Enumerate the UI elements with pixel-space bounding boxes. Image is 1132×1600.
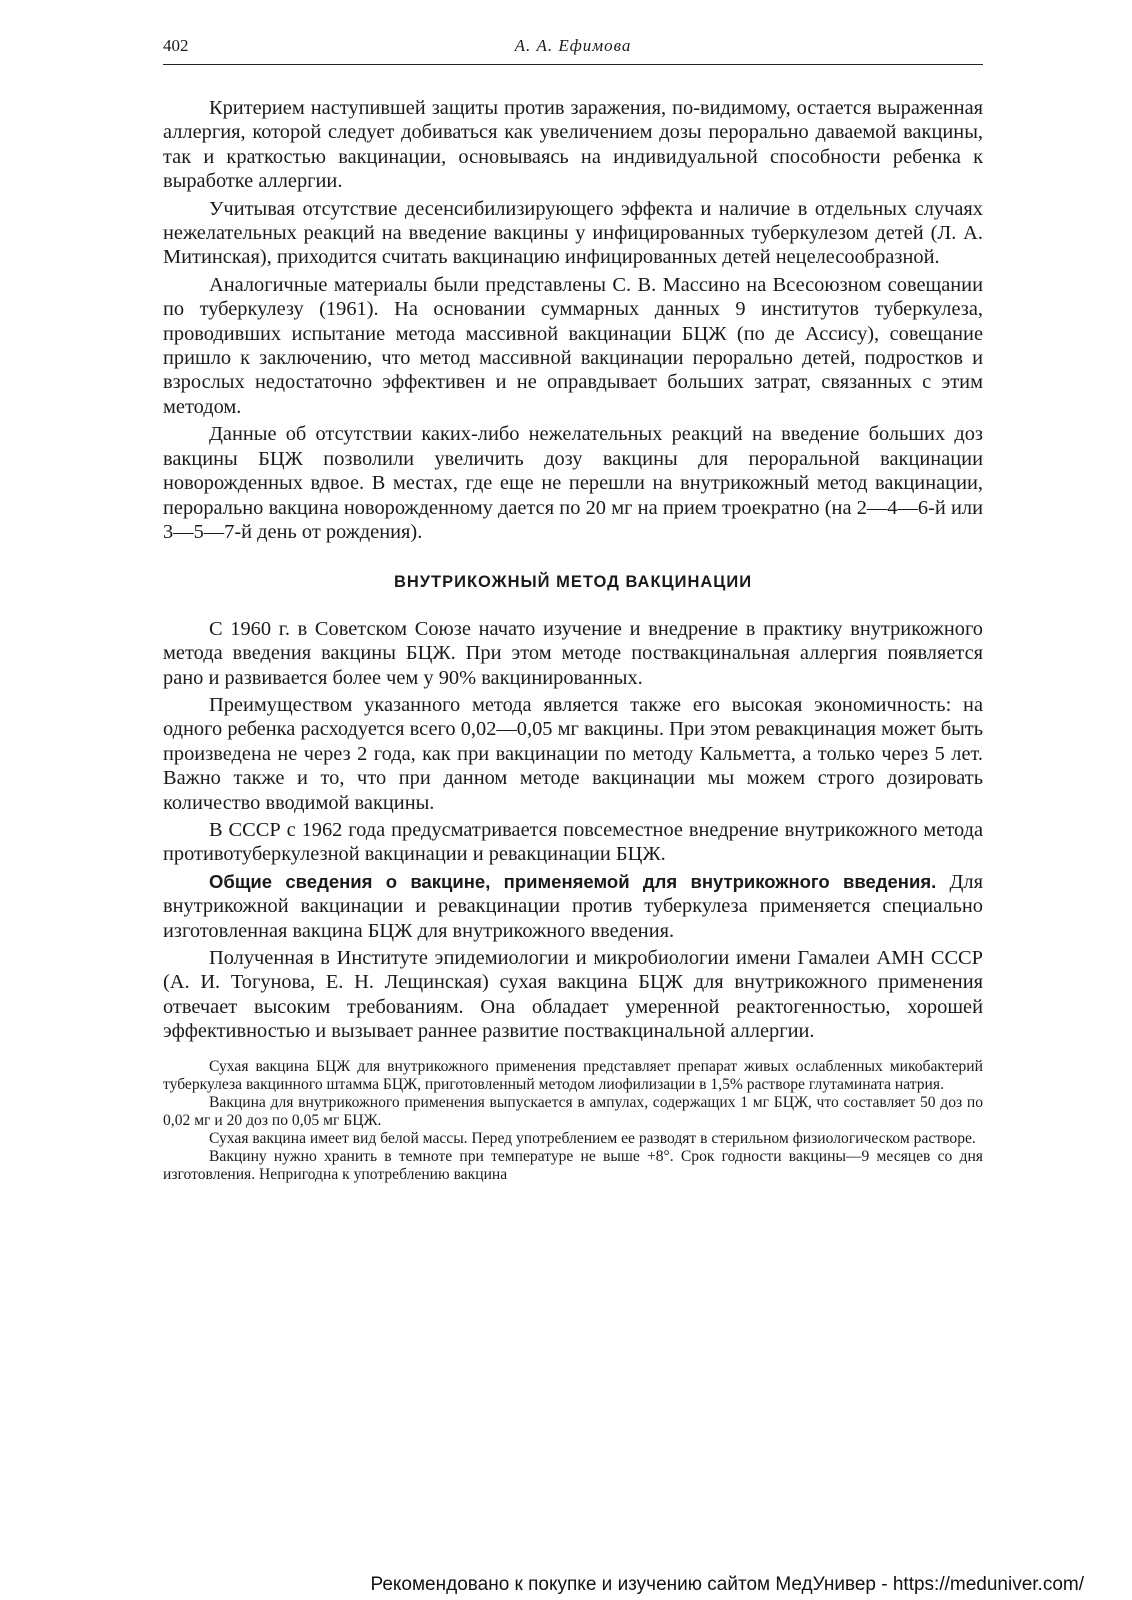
paragraph: Аналогичные материалы были представлены С. В. Массино на Всесоюзном совещании по туберкулезу (1961). На основании суммарных данных 9 институтов туберкулеза, проводивших испытание метода массивной вакцинации БЦЖ (по де Ассису), совещание пришло к заключению, что метод массивной вакцинации перорально детей, подростков и взрослых недостаточно эффективен и не оправдывает больших затрат, связанных с этим методом.: [163, 273, 983, 418]
small-print-paragraph: Сухая вакцина имеет вид белой массы. Перед употреблением ее разводят в стерильном физиологическом растворе.: [209, 1129, 976, 1147]
paragraph: Преимуществом указанного метода является также его высокая экономичность: на одного ребенка расходуется всего 0,02—0,05 мг вакцины. При этом ревакцинация может быть произведена не через 2 года, как при вакцинации по методу Кальметта, а только через 5 лет. Важно также и то, что при данном методе вакцинации мы можем строго дозировать количество вводимой вакцины.: [163, 693, 983, 814]
lead-heading: Общие сведения о вакцине, применяемой для внутрикожного введения.: [209, 870, 937, 892]
paragraph: Учитывая отсутствие десенсибилизирующего эффекта и наличие в отдельных случаях нежелательных реакций на введение вакцины у инфицированных туберкулезом детей (Л. А. Митинская), приходится считать вакцинацию инфицированных детей нецелесообразной.: [163, 197, 983, 269]
paragraph: С 1960 г. в Советском Союзе начато изучение и внедрение в практику внутрикожного метода введения вакцины БЦЖ. При этом методе поствакцинальная аллергия появляется рано и развивается более чем у 90% вакцинированных.: [163, 617, 983, 689]
paragraph-with-lead: [163, 870, 983, 943]
small-print-block: [163, 1058, 983, 1184]
small-print-paragraph: Вакцину нужно хранить в темноте при температуре не выше +8°. Срок годности вакцины—9 месяцев со дня изготовления. Непригодна к употреблению вакцина: [163, 1147, 983, 1183]
footer-watermark: Рекомендовано к покупке и изучению сайтом МедУнивер - https://meduniver.com/: [370, 1574, 1084, 1595]
paragraph: Полученная в Институте эпидемиологии и микробиологии имени Гамалеи АМН СССР (А. И. Тогунова, Е. Н. Лещинская) сухая вакцина БЦЖ для внутрикожного применения отвечает высоким требованиям. Она обладает умеренной реактогенностью, хорошей эффективностью и вызывает раннее развитие поствакцинальной аллергии.: [163, 947, 983, 1043]
small-print-paragraph: Вакцина для внутрикожного применения выпускается в ампулах, содержащих 1 мг БЦЖ, что составляет 50 доз по 0,02 мг и 20 доз по 0,05 мг БЦЖ.: [163, 1093, 983, 1129]
paragraph: Критерием наступившей защиты против заражения, по-видимому, остается выраженная аллергия, которой следует добиваться как увеличением дозы перорально даваемой вакцины, так и краткостью вакцинации, основываясь на индивидуальной способности ребенка к выработке аллергии.: [163, 97, 983, 193]
paragraph: В СССР с 1962 года предусматривается повсеместное внедрение внутрикожного метода противотуберкулезной вакцинации и ревакцинации БЦЖ.: [163, 818, 983, 866]
small-print-paragraph: Сухая вакцина БЦЖ для внутрикожного применения представляет препарат живых ослабленных микобактерий туберкулеза вакцинного штамма БЦЖ, приготовленный методом лиофилизации в 1,5% растворе глутамината натрия.: [163, 1057, 983, 1093]
running-head: А. А. Ефимова: [514, 36, 632, 55]
section-title: ВНУТРИКОЖНЫЙ МЕТОД ВАКЦИНАЦИИ: [393, 573, 753, 592]
page-number: 402: [163, 36, 189, 55]
paragraph: Данные об отсутствии каких-либо нежелательных реакций на введение больших доз вакцины БЦЖ позволили увеличить дозу вакцины для пероральной вакцинации новорожденных вдвое. В местах, где еще не перешли на внутрикожный метод вакцинации, перорально вакцина новорожденному дается по 20 мг на прием троекратно (на 2—4—6-й или 3—5—7-й день от рождения).: [163, 423, 983, 543]
page-header: [163, 34, 983, 65]
lead-text: Для внутрикожной вакцинации и ревакцинации против туберкулеза применяется специально изготовленная вакцина БЦЖ для внутрикожного введения.: [163, 870, 983, 942]
page-body: [163, 96, 983, 1184]
